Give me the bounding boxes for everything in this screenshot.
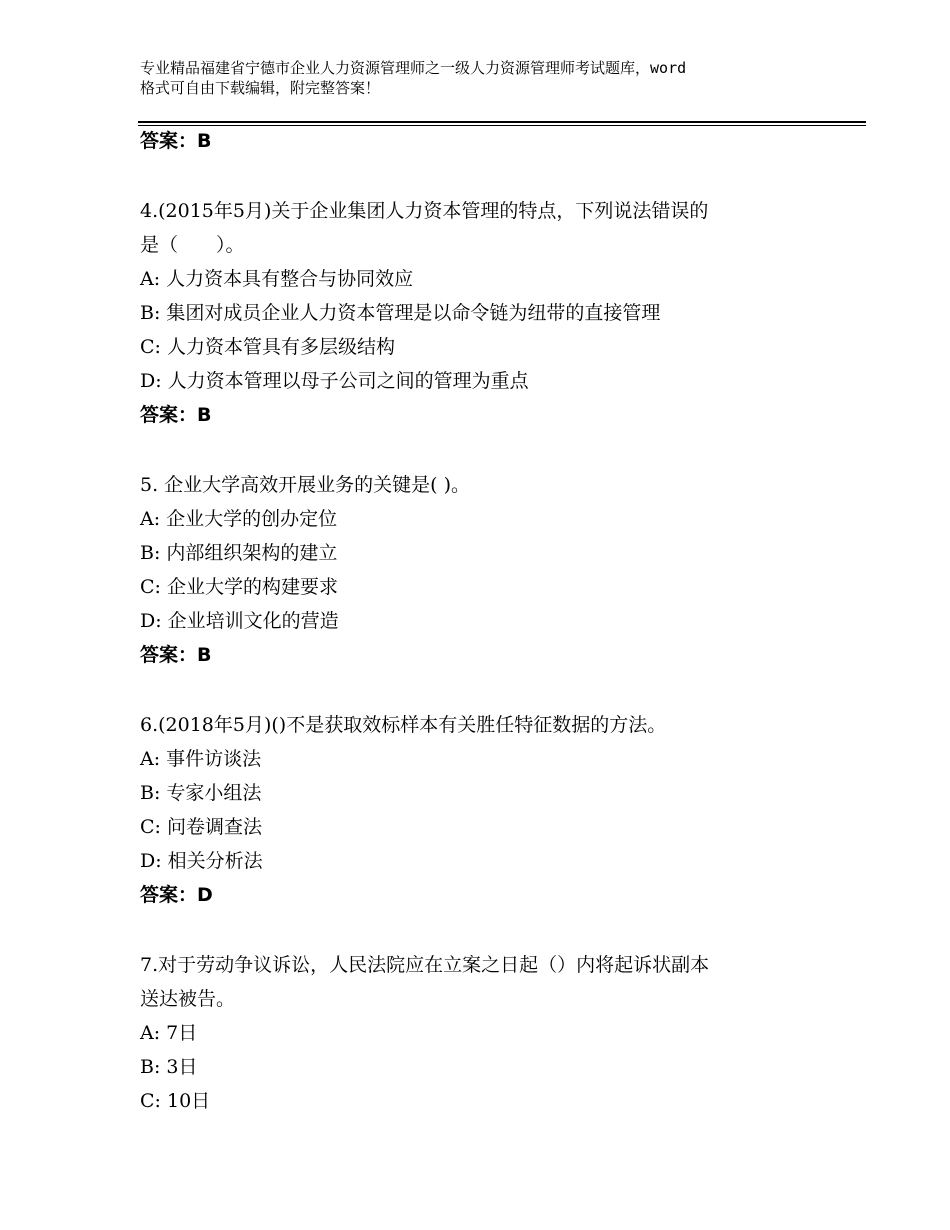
question-list — [140, 124, 840, 1118]
question-5 — [140, 468, 840, 672]
document-header — [140, 58, 840, 98]
question-stem: 6.(2018年5月)()不是获取效标样本有关胜任特征数据的方法。 — [140, 714, 667, 736]
spacer — [140, 158, 840, 194]
option-b: B: 集团对成员企业人力资本管理是以命令链为纽带的直接管理 — [140, 302, 661, 324]
spacer — [140, 432, 840, 468]
question-stem: 送达被告。 — [140, 988, 236, 1010]
option-c: C: 10日 — [140, 1090, 211, 1112]
question-stem: 5. 企业大学高效开展业务的关键是( )。 — [140, 474, 471, 496]
option-d: D: 相关分析法 — [140, 850, 263, 872]
answer: 答案：B — [140, 644, 212, 666]
spacer — [140, 672, 840, 708]
answer: 答案：B — [140, 404, 212, 426]
option-a: A: 事件访谈法 — [140, 748, 262, 770]
option-d: D: 企业培训文化的营造 — [140, 610, 339, 632]
question-stem: 是（ ）。 — [140, 234, 245, 256]
option-c: C: 问卷调查法 — [140, 816, 262, 838]
question-stem: 7.对于劳动争议诉讼，人民法院应在立案之日起（）内将起诉状副本 — [140, 954, 710, 976]
option-b: B: 专家小组法 — [140, 782, 262, 804]
option-c: C: 人力资本管具有多层级结构 — [140, 336, 395, 358]
header-line-2: 格式可自由下载编辑，附完整答案！ — [140, 79, 381, 97]
question-7 — [140, 948, 840, 1118]
question-6 — [140, 708, 840, 912]
header-rule-thick — [138, 121, 866, 123]
option-d: D: 人力资本管理以母子公司之间的管理为重点 — [140, 370, 529, 392]
question-stem: 4.(2015年5月)关于企业集团人力资本管理的特点，下列说法错误的 — [140, 200, 709, 222]
header-line-1: 专业精品福建省宁德市企业人力资源管理师之一级人力资源管理师考试题库，word — [140, 59, 687, 77]
option-a: A: 7日 — [140, 1022, 198, 1044]
option-c: C: 企业大学的构建要求 — [140, 576, 338, 598]
previous-answer: 答案：B — [140, 130, 212, 152]
answer: 答案：D — [140, 884, 213, 906]
option-b: B: 3日 — [140, 1056, 198, 1078]
option-a: A: 人力资本具有整合与协同效应 — [140, 268, 414, 290]
spacer — [140, 912, 840, 948]
option-a: A: 企业大学的创办定位 — [140, 508, 338, 530]
question-4 — [140, 194, 840, 432]
option-b: B: 内部组织架构的建立 — [140, 542, 338, 564]
